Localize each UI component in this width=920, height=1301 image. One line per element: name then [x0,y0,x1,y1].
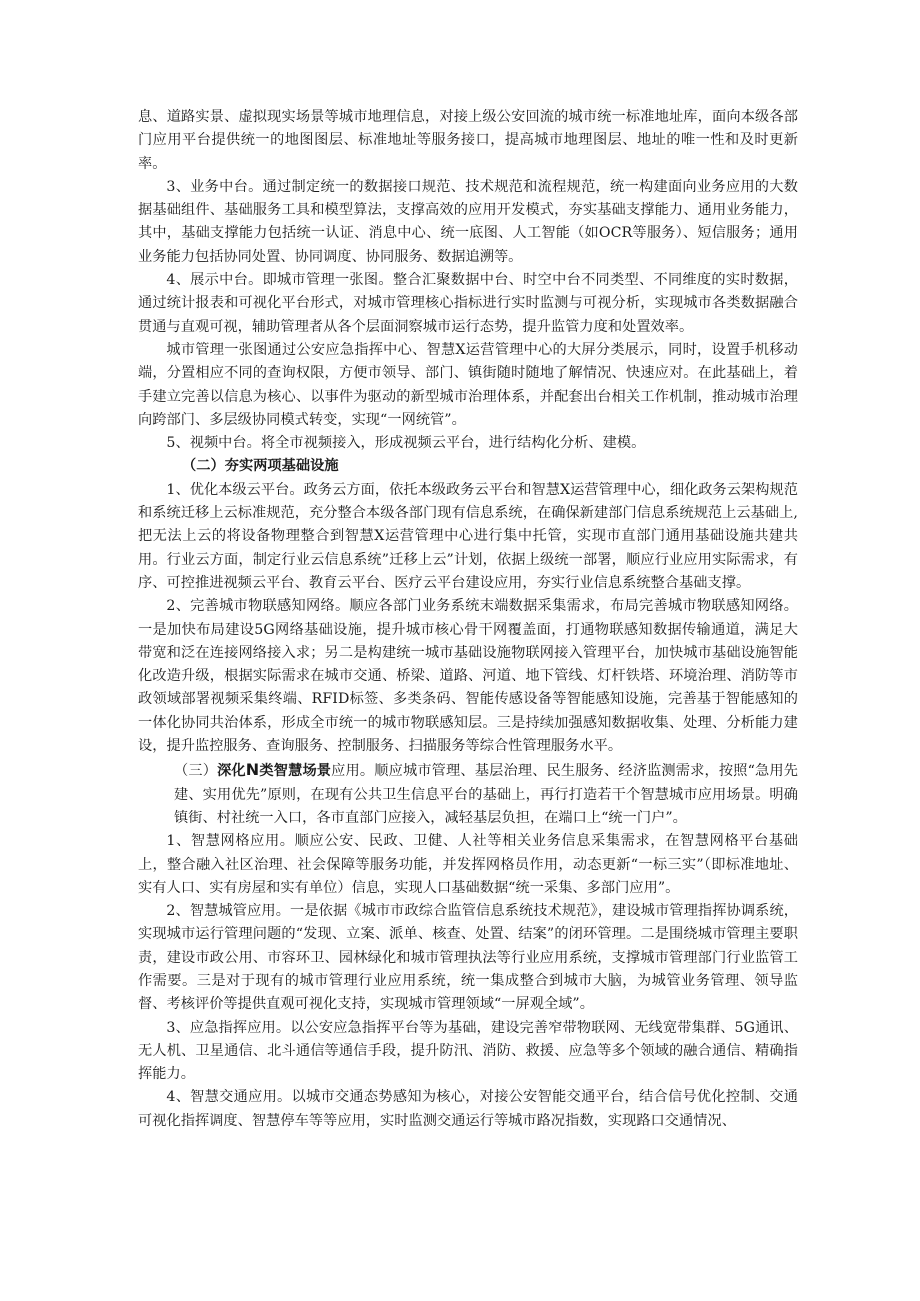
heading-bold-a: 深化 [217,763,246,780]
paragraph-smart-traffic: 4、智慧交通应用。以城市交通态势感知为核心，对接公安智能交通平台，结合信号优化控制、交通可视化指挥调度、智慧停车等等应用，实时监测交通运行等城市路况指数，实现路口交通情况、 [138,1089,798,1129]
heading-bold-n: N [245,760,260,780]
document-body [138,106,798,1133]
paragraph-continued: 息、道路实景、虚拟现实场景等城市地理信息，对接上级公安回流的城市统一标准地址库，面向本级各部门应用平台提供统一的地图图层、标准地址等服务接口，提高城市地理图层、地址的唯一性和及时更新率。 [138,109,798,172]
paragraph-city-map: 城市管理一张图通过公安应急指挥中心、智慧X运营管理中心的大屏分类展示，同时，设置手机移动端，分置相应不同的查询权限，方便市领导、部门、镇街随时随地了解情况、快速应对。在此基础上，着手建立完善以信息为核心、以事件为驱动的新型城市治理体系，并配套出台相关工作机制，推动城市治理向跨部门、多层级协同模式转变，实现“一网统管”。 [138,341,798,428]
paragraph-cloud-platform: 1、优化本级云平台。政务云方面，依托本级政务云平台和智慧X运营管理中心，细化政务云架构规范和系统迁移上云标准规范，充分整合本级各部门现有信息系统，在确保新建部门信息系统规范上云基础上,把无法上云的将设备物理整合到智慧X运营管理中心进行集中托管，实现市直部门通用基础设施共建共用。行业云方面，制定行业云信息系统”迁移上云”计划，依据上级统一部署，顺应行业应用实际需求，有序、可控推进视频云平台、教育云平台、医疗云平台建设应用，夯实行业信息系统整合基础支撑。 [138,481,798,591]
heading-rest: 应用。顺应城市管理、基层治理、民生服务、经济监测需求，按照“急用先建、实用优先”原则，在现有公共卫生信息平台的基础上，再行打造若干个智慧城市应用场景。明确镇街、村社统一入口，各市直部门应接入，减轻基层负担，在端口上“统一门户”。 [174,763,798,826]
section-heading-infrastructure: （二）夯实两项基础设施 [182,458,339,475]
paragraph-business-platform: 3、业务中台。通过制定统一的数据接口规范、技术规范和流程规范，统一构建面向业务应用的大数据基础组件、基础服务工具和模型算法，支撑高效的应用开发模式，夯实基础支撑能力、通用业务能力，其中，基础支撑能力包括统一认证、消息中心、统一底图、人工智能（如OCR等服务）、短信服务；通用业务能力包括协同处置、协同调度、协同服务、数据追溯等。 [138,178,798,265]
paragraph-smart-urban-management: 2、智慧城管应用。一是依据《城市市政综合监管信息系统技术规范》，建设城市管理指挥协调系统，实现城市运行管理问题的“发现、立案、派单、核查、处置、结案”的闭环管理。二是围绕城市管理主要职责，建设市政公用、市容环卫、园林绿化和城市管理执法等行业应用系统，支撑城市管理部门行业监管工作需要。三是对于现有的城市管理行业应用系统，统一集成整合到城市大脑，为城管业务管理、领导监督、考核评价等提供直观可视化支持，实现城市管理领域“一屏观全域”。 [138,903,798,1013]
paragraph-smart-grid: 1、智慧网格应用。顺应公安、民政、卫健、人社等相关业务信息采集需求，在智慧网格平台基础上，整合融入社区治理、社会保障等服务功能，并发挥网格员作用，动态更新“一标三实”（即标准地址、实有人口、实有房屋和实有单位）信息，实现人口基础数据“统一采集、多部门应用”。 [138,833,798,896]
paragraph-emergency-command: 3、应急指挥应用。以公安应急指挥平台等为基础，建设完善窄带物联网、无线宽带集群、5G通讯、无人机、卫星通信、北斗通信等通信手段，提升防汛、消防、救援、应急等多个领域的融合通信、精确指挥能力。 [138,1019,798,1083]
heading-bold-c: 类智慧场景 [259,763,332,780]
paragraph-video-platform: 5、视频中台。将全市视频接入，形成视频云平台，进行结构化分析、建模。 [166,435,646,452]
heading-prefix: （三） [174,763,218,780]
section-heading-smart-scenes [138,758,798,830]
paragraph-display-platform: 4、展示中台。即城市管理一张图。整合汇聚数据中台、时空中台不同类型、不同维度的实时数据，通过统计报表和可视化平台形式，对城市管理核心指标进行实时监测与可视分析，实现城市各类数据融合贯通与直观可视，辅助管理者从各个层面洞察城市运行态势，提升监管力度和处置效率。 [138,272,798,335]
paragraph-iot-network: 2、完善城市物联感知网络。顺应各部门业务系统末端数据采集需求，布局完善城市物联感知网络。一是加快布局建设5G网络基础设施，提升城市核心骨干网覆盖面，打通物联感知数据传输通道，满足大带宽和泛在连接网络接入求；另二是构建统一城市基础设施物联网接入管理平台，加快城市基础设施智能化改造升级，根据实际需求在城市交通、桥梁、道路、河道、地下管线、灯杆铁塔、环境治理、消防等市政领域部署视频采集终端、RFID标签、多类条码、智能传感设备等智能感知设施，完善基于智能感知的一体化协同共治体系，形成全市统一的城市物联感知层。三是持续加强感知数据收集、处理、分析能力建设，提升监控服务、查询服务、控制服务、扫描服务等综合性管理服务水平。 [138,598,798,755]
